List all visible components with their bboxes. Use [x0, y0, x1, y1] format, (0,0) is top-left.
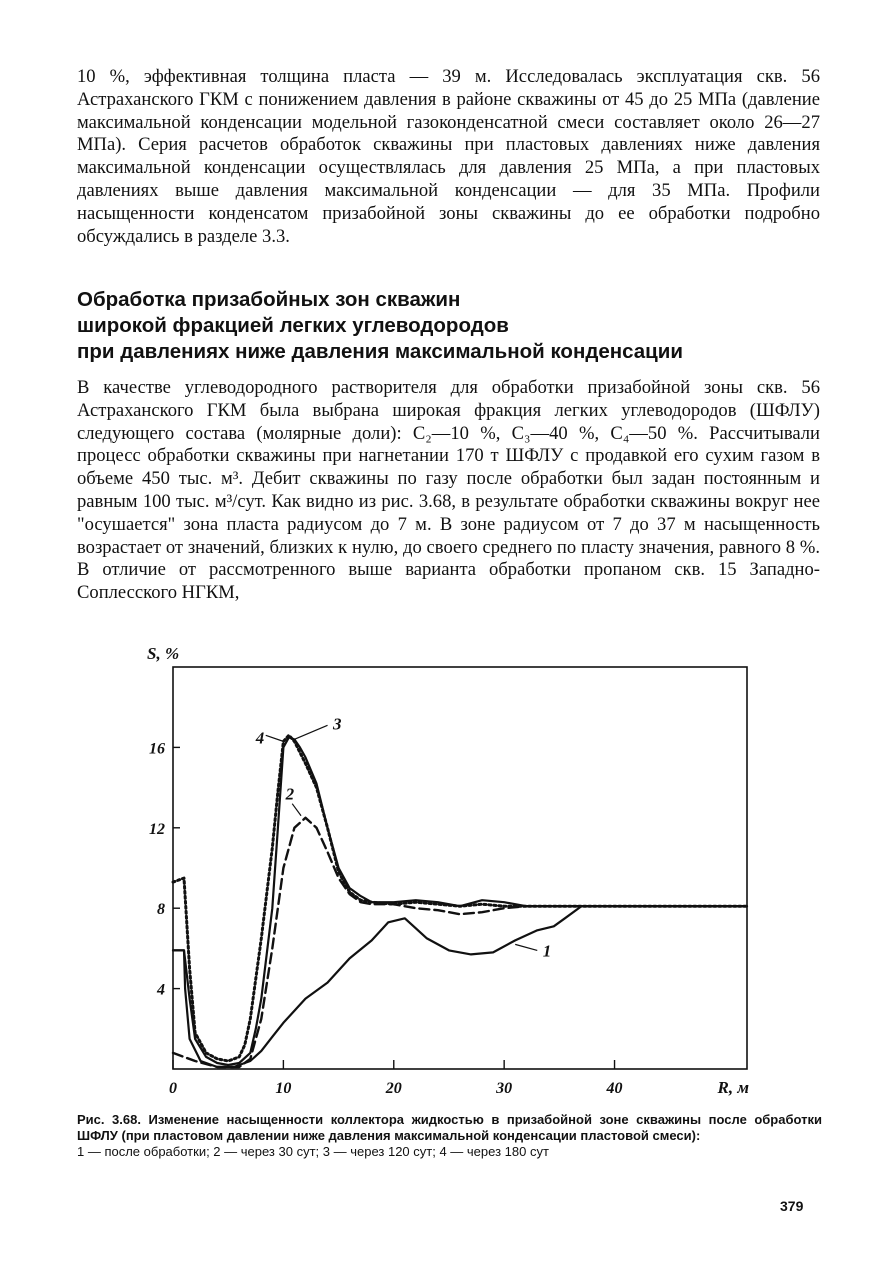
- caption-title: Рис. 3.68. Изменение насыщенности коллектора жидкостью в призабойной зоне скважины после обработки ШФЛУ (при пластовом давлении ниже давления максимальной конденсации пластовой смеси):: [77, 1112, 822, 1143]
- paragraph-intro: 10 %, эффективная толщина пласта — 39 м. Исследовалась эксплуатация скв. 56 Астраханского ГКМ с понижением давления в районе скважины от 45 до 25 МПа (давление максимальной конденсации модельной газоконденсатной смеси составляет около 26—27 МПа). Серия расчетов обработок скважины при пластовых давлениях ниже давления максимальной конденсации осуществлялась для давления 25 МПа, а при пластовых давлениях выше давления максимальной конденсации — для 35 МПа. Профили насыщенности конденсатом призабойной зоны скважины до ее обработки подробно обсуждались в разделе 3.3.: [77, 66, 820, 247]
- y-tick-label: 12: [149, 820, 165, 838]
- curve-label-3: 3: [333, 714, 342, 734]
- x-tick-label: 0: [169, 1080, 177, 1097]
- x-tick-label: 40: [606, 1080, 623, 1097]
- y-axis-label: S, %: [147, 644, 180, 663]
- caption-legend: 1 — после обработки; 2 — через 30 сут; 3 — через 120 сут; 4 — через 180 сут: [77, 1144, 549, 1159]
- page-number: 379: [780, 1198, 804, 1214]
- x-tick-label: 10: [275, 1080, 292, 1097]
- y-tick-label: 16: [149, 740, 165, 758]
- paragraph-body: В качестве углеводородного растворителя для обработки призабойной зоны скв. 56 Астраханского ГКМ была выбрана широкая фракция легких углеводородов (ШФЛУ) следующего состава (молярные доли): C₂—10 %, C₃—40 %, C₄—50 %. Рассчитывали процесс обработки скважины при нагнетании 170 т ШФЛУ с продавкой его сухим газом в объеме 450 тыс. м³. Дебит скважины по газу после обработки был задан постоянным и равным 100 тыс. м³/сут. Как видно из рис. 3.68, в результате обработки скважины вокруг нее "осушается" зона пласта радиусом до 7 м. В зоне радиусом от 7 до 37 м насыщенность возрастает от значений, близких к нулю, до своего среднего по пласту значения, равного 8 %. В отличие от рассмотренного выше варианта обработки пропаном скв. 15 Западно-Соплесского НГКМ,: [77, 377, 820, 604]
- heading-line-1: Обработка призабойных зон скважин: [77, 288, 461, 311]
- curve-label-4: 4: [255, 728, 265, 748]
- series-line-3: [173, 737, 747, 1065]
- heading-line-2: широкой фракцией легких углеводородов: [77, 314, 509, 337]
- saturation-chart: [130, 640, 770, 1100]
- curve-leader-2: [292, 804, 301, 816]
- series-line-1: [173, 906, 747, 1067]
- y-tick-label: 8: [157, 901, 165, 919]
- figure-caption: [77, 1112, 822, 1160]
- curve-leader-4: [266, 735, 284, 741]
- heading-line-3: при давлениях ниже давления максимальной конденсации: [77, 340, 683, 363]
- series-line-2: [173, 818, 747, 1067]
- curve-label-2: 2: [285, 784, 295, 804]
- x-axis-label: R, м: [717, 1078, 749, 1097]
- section-heading: [77, 287, 837, 365]
- x-tick-label: 20: [385, 1080, 402, 1097]
- y-tick-label: 4: [157, 981, 165, 999]
- curve-leader-3: [294, 725, 327, 739]
- curve-leader-1: [515, 944, 537, 950]
- curve-label-1: 1: [542, 941, 552, 961]
- x-tick-label: 30: [496, 1080, 513, 1097]
